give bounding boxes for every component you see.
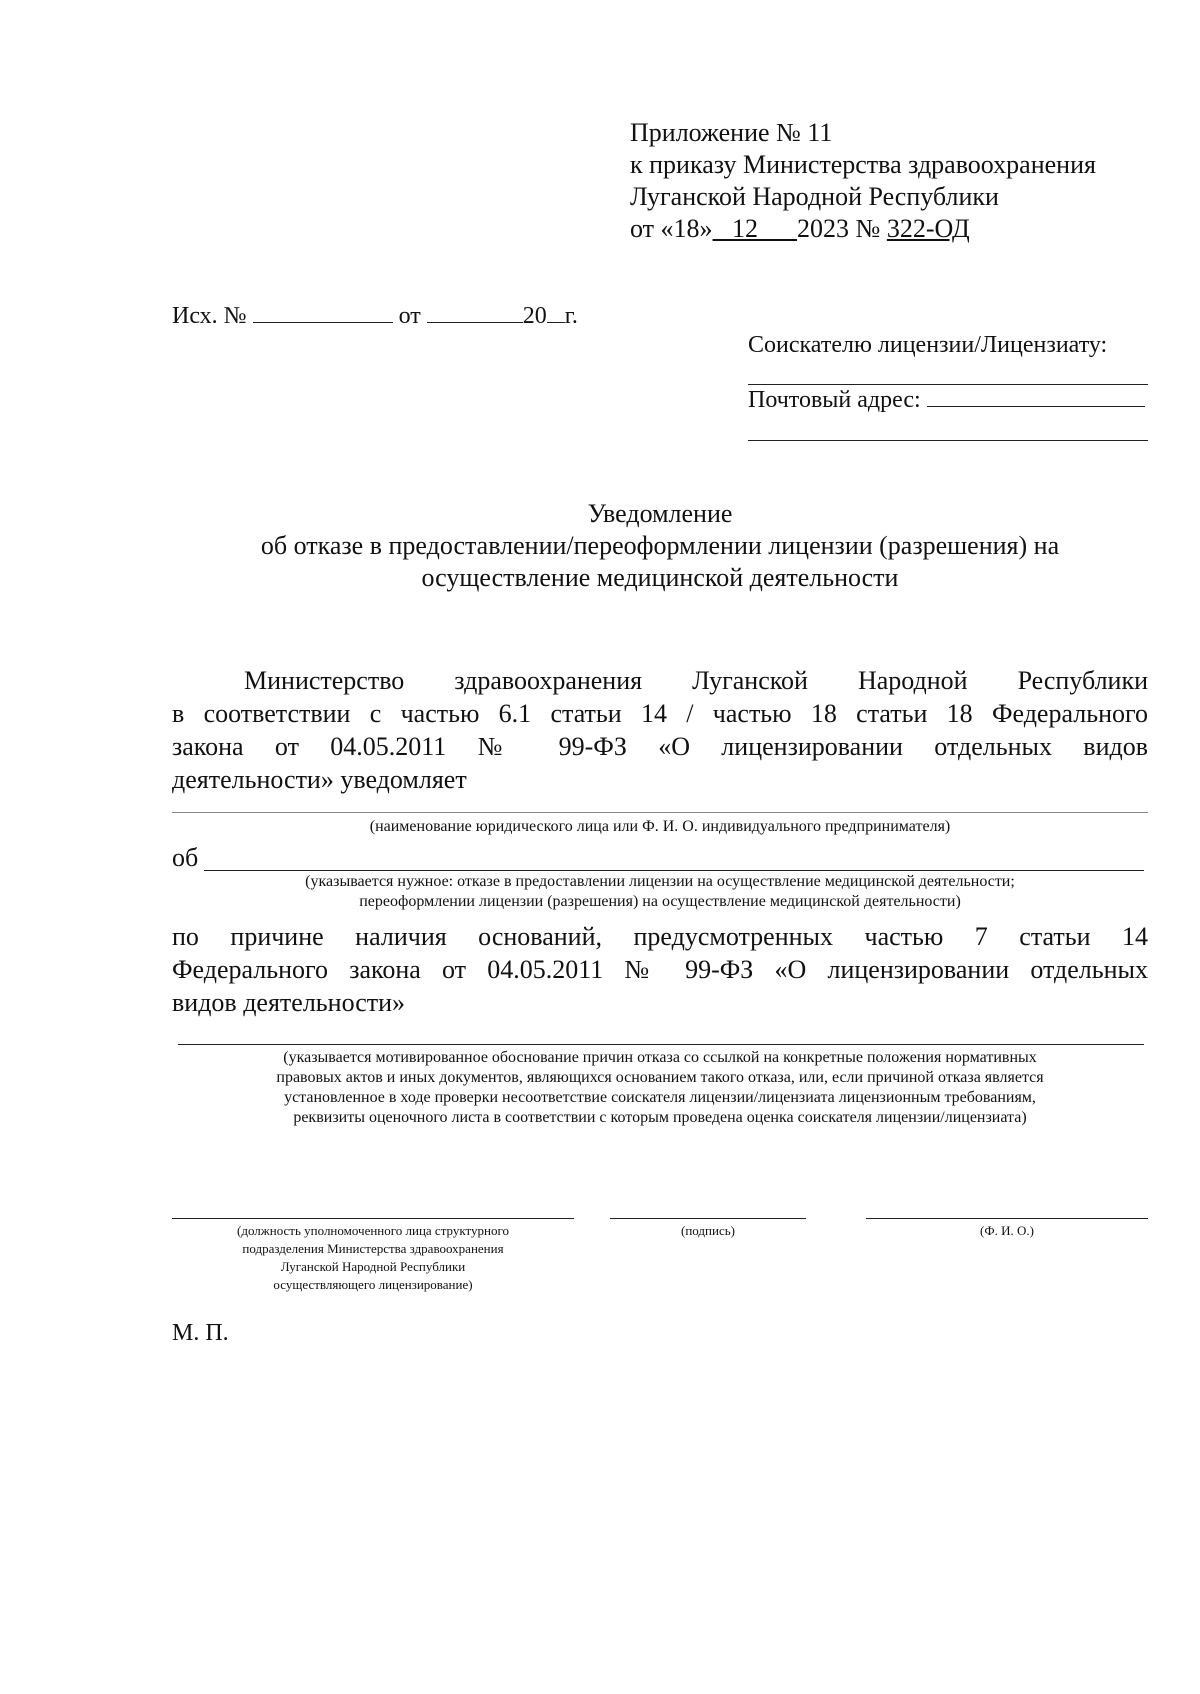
outgoing-year-suffix: г. (564, 303, 578, 329)
outgoing-number-blank[interactable] (253, 300, 393, 323)
title-line-3: осуществление медицинской деятельности (421, 563, 899, 592)
outgoing-year-prefix: 20 (522, 303, 547, 329)
hint-fio: (Ф. И. О.) (980, 1223, 1034, 1238)
p2-line-3: видов деятельности» (172, 988, 406, 1017)
body-paragraph-1 (172, 664, 1148, 796)
date-prefix: от «18» (630, 214, 713, 243)
p1-line-3: закона от 04.05.2011 № 99-ФЗ «О лицензировании отдельных видов (172, 732, 1148, 761)
addressee-label: Соискателю лицензии/Лицензиату: (748, 332, 1108, 358)
outgoing-number-line (172, 300, 632, 332)
hint-reason-line-4: реквизиты оценочного листа в соответствии с которым проведена оценка соискателя лицензии/лицензиата) (293, 1109, 1027, 1126)
appendix-republic: Луганской Народной Республики (630, 182, 999, 211)
hint-reason-line-1: (указывается мотивированное обоснование причин отказа со ссылкой на конкретные положения нормативных (283, 1049, 1037, 1066)
hint-position-line-1: (должность уполномоченного лица структурного (237, 1223, 509, 1238)
signature-line[interactable] (610, 1218, 806, 1219)
number-sign: № (855, 214, 881, 243)
outgoing-from-label: от (398, 303, 421, 329)
date-year: 2023 (797, 214, 850, 243)
hint-ob (172, 872, 1148, 912)
appendix-header (630, 117, 1170, 245)
appendix-date-line (630, 213, 1170, 245)
hint-reason-line-2: правовых актов и иных документов, являющихся основанием такого отказа, или, если причиной отказа является (276, 1069, 1044, 1086)
stamp-place: М. П. (172, 1320, 229, 1346)
p2-line-2: Федерального закона от 04.05.2011 № 99-ФЗ «О лицензировании отдельных (172, 955, 1148, 984)
appendix-number: Приложение № 11 (630, 118, 833, 147)
hint-ob-line-2: переоформлении лицензии (разрешения) на осуществление медицинской деятельности) (359, 893, 961, 910)
p2-line-1: по причине наличия оснований, предусмотренных частью 7 статьи 14 (172, 922, 1148, 951)
hint-applicant-name: (наименование юридического лица или Ф. И. О. индивидуального предпринимателя) (369, 818, 951, 835)
applicant-name-line[interactable] (172, 812, 1148, 813)
outgoing-date-blank[interactable] (427, 300, 523, 323)
document-title (170, 498, 1150, 594)
appendix-order-ref: к приказу Министерства здравоохранения (630, 150, 1096, 179)
date-month: 12 (732, 214, 759, 243)
ob-line[interactable] (204, 870, 1144, 871)
p1-line-4: деятельности» уведомляет (172, 765, 467, 794)
postal-address-blank[interactable] (927, 384, 1145, 407)
title-line-2: об отказе в предоставлении/переоформлении лицензии (разрешения) на (260, 531, 1060, 560)
postal-address-label: Почтовый адрес: (748, 387, 921, 413)
postal-address-row (748, 384, 1148, 416)
order-number: 322-ОД (886, 214, 970, 243)
hint-reason-line-3: установленное в ходе проверки несоответствие соискателя лицензии/лицензиата лицензионным требованиям, (284, 1089, 1036, 1106)
hint-position-line-2: подразделения Министерства здравоохранения (242, 1241, 504, 1256)
reason-line[interactable] (178, 1044, 1144, 1045)
hint-position (172, 1222, 574, 1294)
postal-address-line-2[interactable] (748, 440, 1148, 441)
hint-position-line-3: Луганской Народной Республики (280, 1259, 466, 1274)
fio-signature-line[interactable] (866, 1218, 1148, 1219)
body-paragraph-2 (172, 920, 1148, 1019)
ob-label: об (172, 843, 199, 872)
hint-reason (170, 1048, 1150, 1128)
outgoing-year-blank[interactable] (547, 300, 565, 323)
position-signature-line[interactable] (172, 1218, 574, 1219)
hint-signature: (подпись) (681, 1223, 735, 1238)
p1-line-1: Министерство здравоохранения Луганской Народной Республики (244, 666, 1148, 695)
hint-position-line-4: осуществляющего лицензирование) (273, 1277, 473, 1292)
hint-ob-line-1: (указывается нужное: отказе в предоставлении лицензии на осуществление медицинской деятельности; (305, 873, 1015, 890)
p1-line-2: в соответствии с частью 6.1 статьи 14 / частью 18 статьи 18 Федерального (172, 699, 1148, 728)
outgoing-label: Исх. № (172, 303, 247, 329)
title-line-1: Уведомление (587, 499, 733, 528)
